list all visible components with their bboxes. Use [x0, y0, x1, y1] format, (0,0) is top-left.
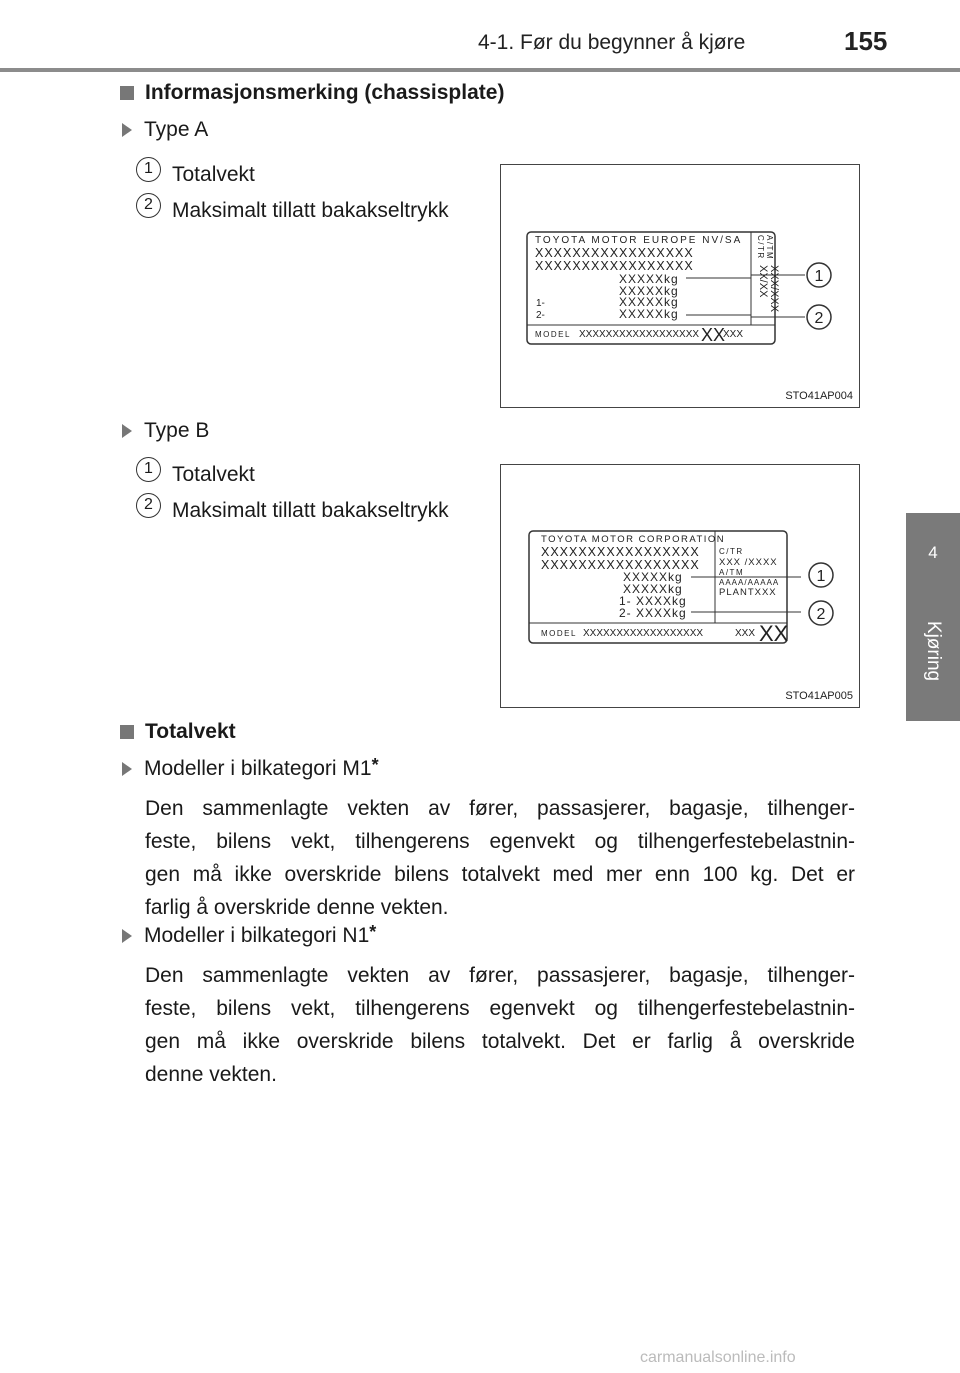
- figure-type-b-plate: [500, 464, 860, 708]
- weight-row: 2- XXXXkg: [619, 606, 687, 620]
- triangle-bullet-icon: [122, 929, 132, 943]
- section-title: 4-1. Før du begynner å kjøre: [478, 31, 746, 54]
- type-a-item-1: [136, 160, 255, 187]
- figure-code: STO41AP004: [785, 390, 853, 402]
- footnote-star: *: [371, 755, 379, 775]
- triangle-bullet-icon: [122, 123, 132, 137]
- model-suffix-big: XX: [701, 325, 726, 345]
- model-value: XXXXXXXXXXXXXXXXXX: [583, 628, 704, 639]
- model-suffix: XXX: [735, 628, 756, 639]
- square-bullet-icon: [120, 725, 134, 739]
- weight-row: XXXXXkg: [619, 272, 679, 286]
- n1-text: Modeller i bilkategori N1: [144, 924, 370, 947]
- item-text: Maksimalt tillatt bakakseltrykk: [172, 199, 449, 222]
- callout-number: 2: [816, 606, 826, 623]
- model-label: MODEL: [541, 629, 577, 638]
- chapter-tab[interactable]: [906, 513, 960, 721]
- plate-diagram-b: [501, 465, 861, 709]
- plate-side-text: C/TR: [756, 235, 765, 260]
- callout-number: 1: [136, 457, 161, 482]
- m1-text: Modeller i bilkategori M1: [144, 757, 372, 780]
- plate-right-text: XXX /XXXX: [719, 557, 778, 568]
- paragraph-line: Den sammenlagte vekten av fører, passasjerer, bagasje, tilhenger-: [145, 964, 855, 987]
- model-value: XXXXXXXXXXXXXXXXXX: [579, 329, 700, 340]
- paragraph-line: gen må ikke overskride bilens totalvekt med mer enn 100 kg. Det er: [145, 863, 855, 886]
- n1-paragraph: [145, 959, 855, 1091]
- n1-label: [122, 924, 376, 948]
- m1-paragraph: [145, 792, 855, 924]
- type-b-item-2: [136, 496, 449, 523]
- square-bullet-icon: [120, 86, 134, 100]
- page-number: 155: [844, 26, 888, 56]
- paragraph-line: Den sammenlagte vekten av fører, passasjerer, bagasje, tilhenger-: [145, 797, 855, 820]
- callout-number: 2: [136, 193, 161, 218]
- paragraph-line: gen må ikke overskride bilens totalvekt. Det er farlig å overskride: [145, 1030, 855, 1053]
- weight-row: 1- XXXXkg: [619, 594, 687, 608]
- chapter-number: 4: [928, 543, 938, 562]
- paragraph-line: farlig å overskride denne vekten.: [145, 896, 449, 919]
- weight-prefix: 2-: [536, 310, 545, 321]
- plate-right-text: PLANTXXX: [719, 587, 777, 598]
- plate-title: TOYOTA MOTOR CORPORATION: [541, 534, 726, 545]
- triangle-bullet-icon: [122, 762, 132, 776]
- paragraph-line: denne vekten.: [145, 1063, 277, 1086]
- type-b-item-1: [136, 460, 255, 487]
- header-rule: [0, 68, 960, 72]
- plate-right-text: A/TM: [719, 568, 745, 577]
- callout-number: 1: [814, 268, 824, 285]
- model-suffix: XXX: [723, 329, 744, 340]
- callout-number: 2: [814, 310, 824, 327]
- chapter-label: Kjøring: [923, 620, 944, 682]
- callout-number: 1: [136, 157, 161, 182]
- model-label: MODEL: [535, 330, 571, 339]
- plate-row: XXXXXXXXXXXXXXXXX: [541, 558, 700, 572]
- figure-code: STO41AP005: [785, 690, 853, 702]
- plate-side-text: XX/XX: [757, 265, 769, 298]
- weight-row: XXXXXkg: [619, 295, 679, 309]
- callout-number: 1: [816, 568, 826, 585]
- model-suffix-big: XX: [759, 621, 789, 646]
- plate-diagram-a: [501, 165, 861, 409]
- type-a-text: Type A: [144, 118, 209, 141]
- heading-text: Informasjonsmerking (chassisplate): [145, 81, 505, 104]
- type-b-text: Type B: [144, 419, 210, 442]
- type-a-item-2: [136, 196, 449, 223]
- callout-number: 2: [136, 493, 161, 518]
- plate-row: XXXXXXXXXXXXXXXXX: [541, 545, 700, 559]
- plate-row: XXXXXXXXXXXXXXXXX: [535, 259, 694, 273]
- section-heading-total-weight: [120, 720, 236, 744]
- m1-label: [122, 757, 379, 781]
- plate-side-text: A/TM: [765, 235, 774, 261]
- type-b-label: [122, 419, 209, 443]
- type-a-label: [122, 118, 208, 142]
- weight-row: XXXXXkg: [619, 307, 679, 321]
- weight-prefix: 1-: [536, 298, 545, 309]
- heading-text: Totalvekt: [145, 720, 236, 743]
- plate-right-text: C/TR: [719, 547, 744, 556]
- item-text: Totalvekt: [172, 463, 255, 486]
- watermark: carmanualsonline.info: [640, 1349, 796, 1366]
- plate-right-text: AAAA/AAAAA: [719, 578, 780, 587]
- weight-row: XXXXXkg: [619, 284, 679, 298]
- paragraph-line: feste, bilens vekt, tilhengerens egenvekt og tilhengerfestebelastnin-: [145, 997, 855, 1020]
- item-text: Totalvekt: [172, 163, 255, 186]
- weight-row: XXXXXkg: [623, 582, 683, 596]
- plate-row: XXXXXXXXXXXXXXXXX: [535, 246, 694, 260]
- item-text: Maksimalt tillatt bakakseltrykk: [172, 499, 449, 522]
- paragraph-line: feste, bilens vekt, tilhengerens egenvekt og tilhengerfestebelastnin-: [145, 830, 855, 853]
- figure-type-a-plate: [500, 164, 860, 408]
- footnote-star: *: [369, 922, 377, 942]
- weight-row: XXXXXkg: [623, 570, 683, 584]
- triangle-bullet-icon: [122, 424, 132, 438]
- plate-side-text: XXX/XXX: [768, 265, 780, 313]
- plate-title: TOYOTA MOTOR EUROPE NV/SA: [535, 235, 743, 246]
- section-heading-chassis-plate: [120, 81, 504, 105]
